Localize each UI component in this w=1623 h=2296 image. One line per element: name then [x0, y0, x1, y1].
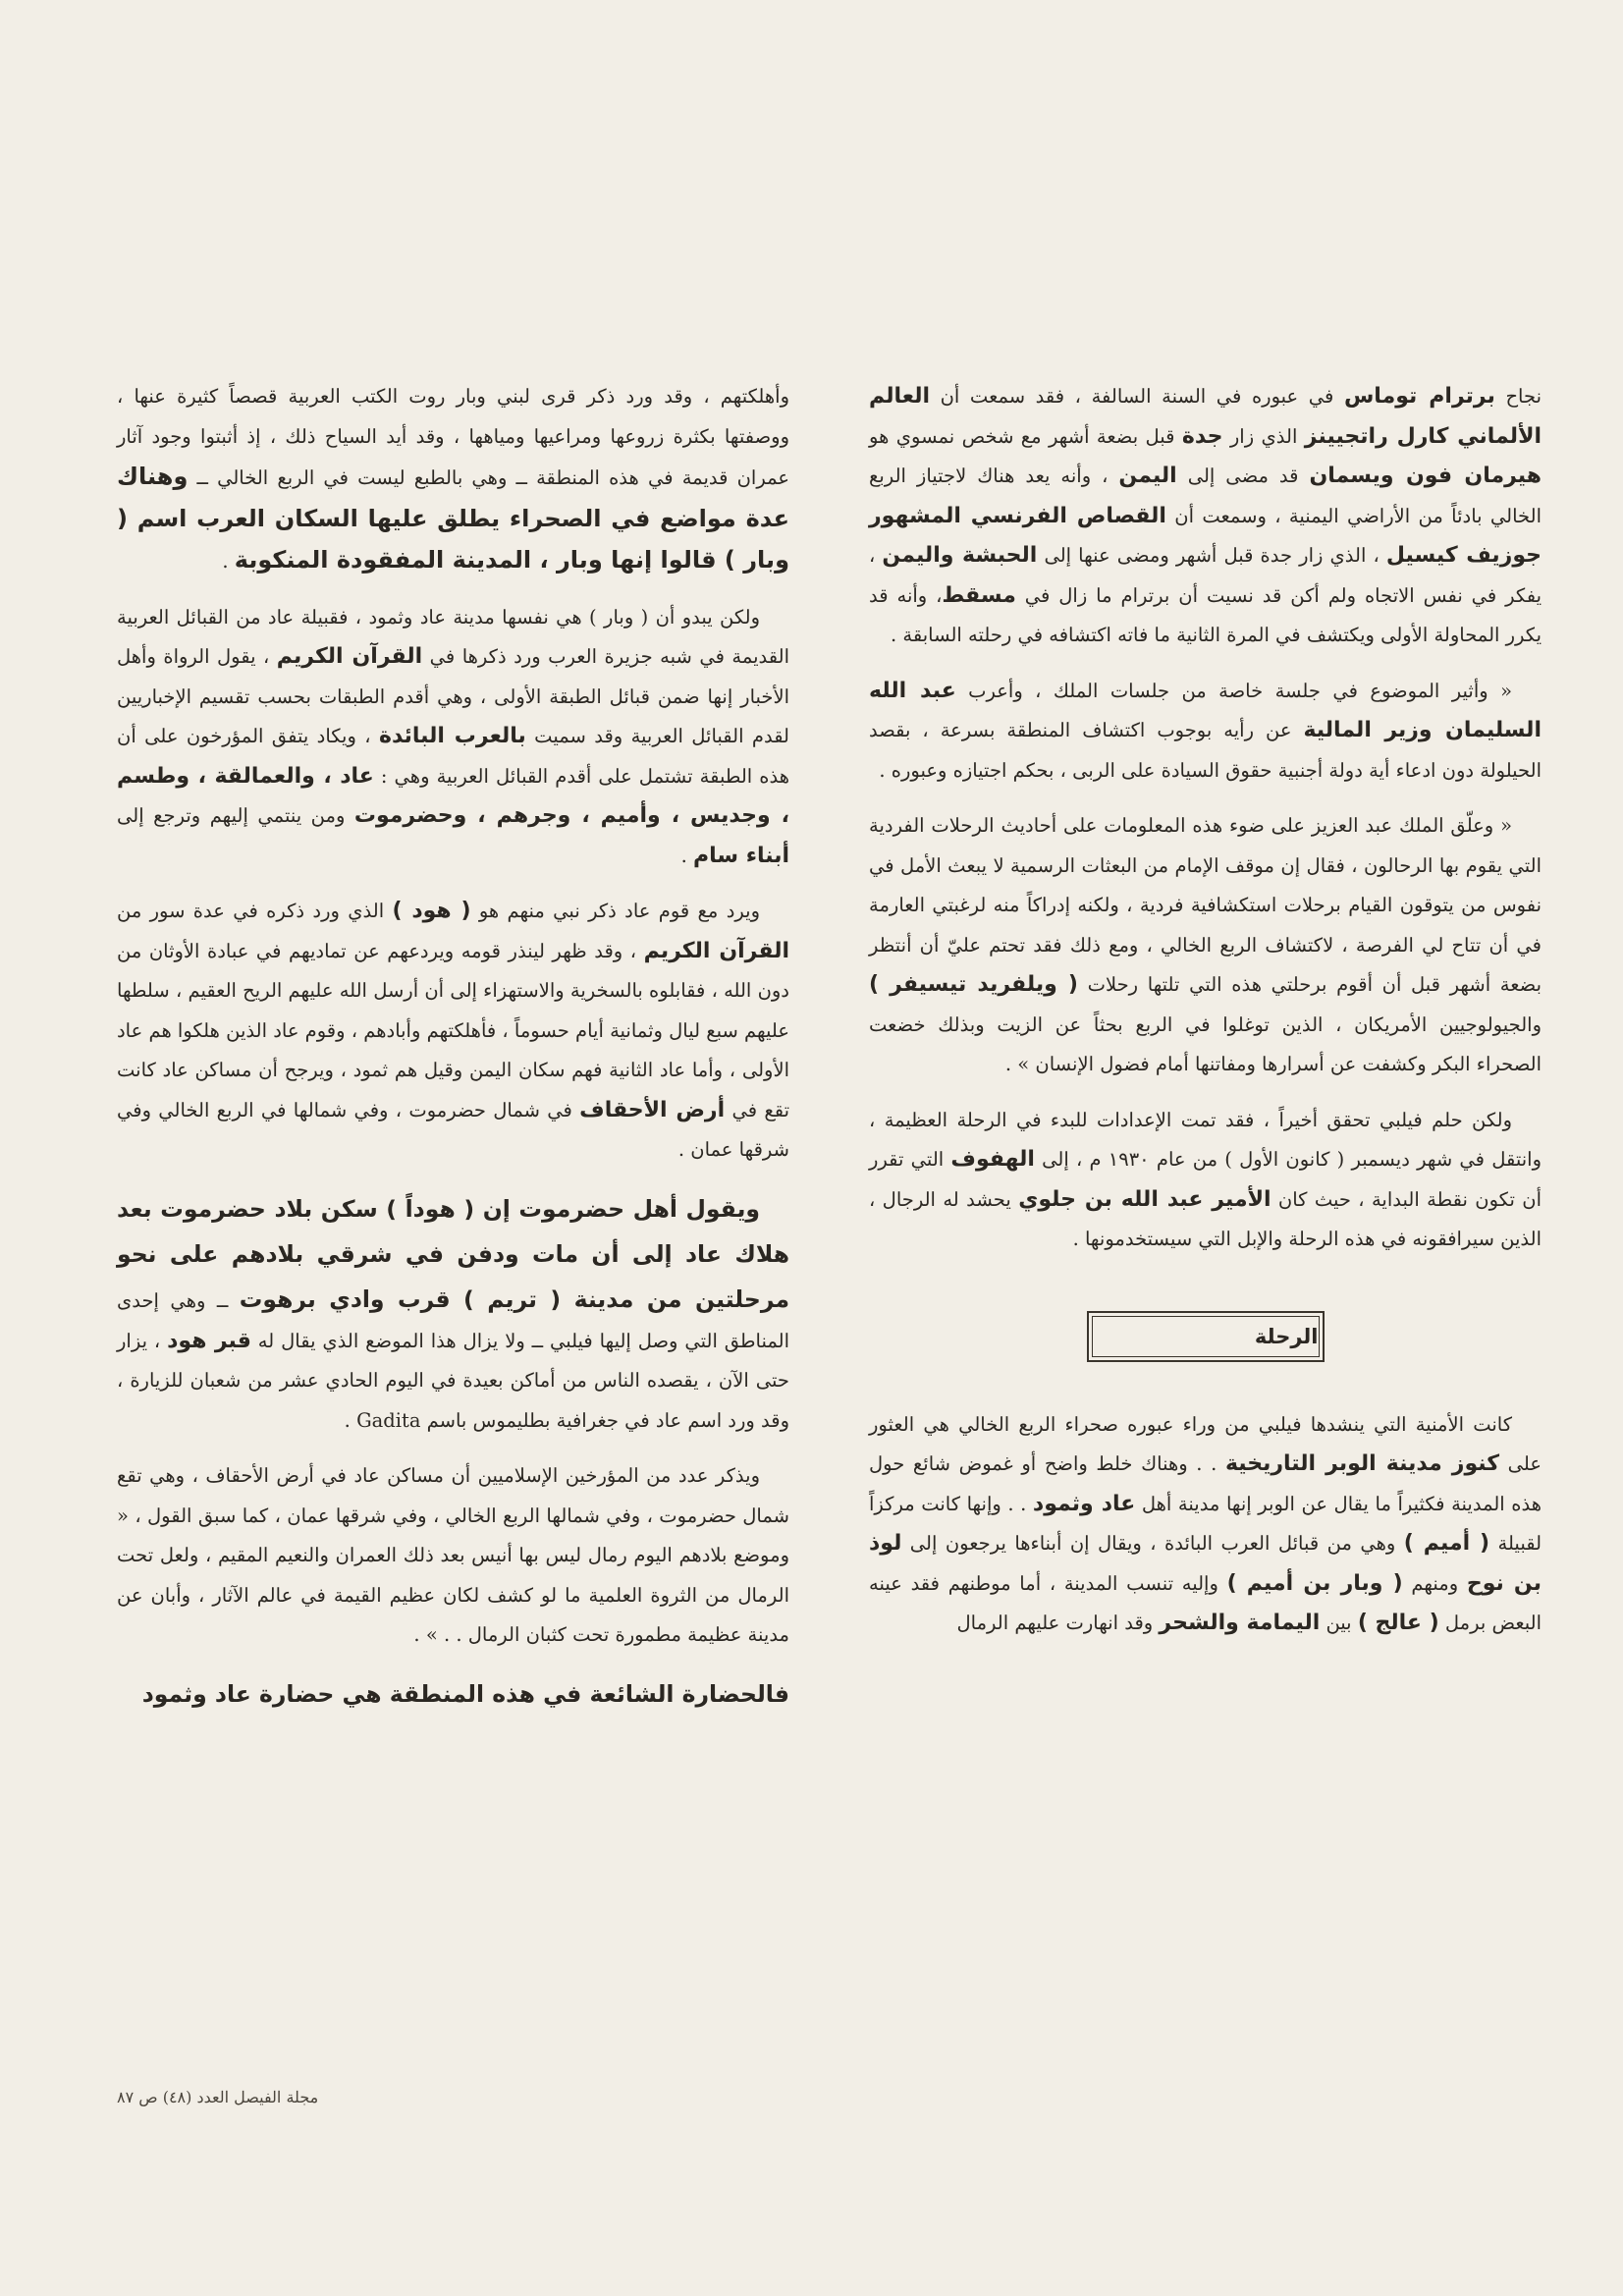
paragraph: « وأثير الموضوع في جلسة خاصة من جلسات الملك ، وأعرب عبد الله السليمان وزير المالية عن رأيه بوجوب اكتشاف المنطقة بسرعة ، بقصد الحيلولة دون ادعاء أية دولة أجنبية حقوق السيادة على الربى ، بحكم اجتيازه وعبوره .: [869, 678, 1542, 782]
paragraph: ويرد مع قوم عاد ذكر نبي منهم هو ( هود ) الذي ورد ذكره في عدة سور من القرآن الكريم ، وقد ظهر لينذر قومه ويردعهم عن تماديهم في عبادة الأوثان من دون الله ، فقابلوه بالسخرية والاستهزاء إلى أن أرسل الله عليهم الريح العقيم ، سلطها عليهم سبع ليال وثمانية أيام حسوماً ، فأهلكتهم وأبادهم ، وقوم عاد الذين هلكوا هم عاد الأولى ، وأما عاد الثانية فهم سكان اليمن وقيل هم ثمود ، ويرجح أن مساكن عاد كانت تقع في أرض الأحقاف في شمال حضرموت ، وفي شمالها في الربع الخالي وفي شرقها عمان .: [117, 899, 790, 1161]
paragraph: كانت الأمنية التي ينشدها فيلبي من وراء عبوره صحراء الربع الخالي هي العثور على كنوز مدينة الوبر التاريخية . . وهناك خلط واضح أو غموض شائع حول هذه المدينة فكثيراً ما يقال عن الوبر إنها مدينة أهل عاد وثمود . . وإنها كانت مركزاً لقبيلة ( أميم ) وهي من قبائل العرب البائدة ، ويقال إن أبناءها يرجعون إلى لوذ بن نوح ومنهم ( وبار بن أميم ) وإليه تنسب المدينة ، أما موطنهم فقد عينه البعض برمل ( عالج ) بين اليمامة والشحر وقد انهارت عليهم الرمال: [869, 1412, 1542, 1635]
paragraph: « وعلّق الملك عبد العزيز على ضوء هذه المعلومات على أحاديث الرحلات الفردية التي يقوم بها الرحالون ، فقال إن موقف الإمام من البعثات الرسمية لا يبعث الأمل في نفوس من يتوقون القيام برحلات استكشافية فردية ، ولكنه إدراكاً منه لرغبتي العارمة في أن تتاح لي الفرصة ، لاكتشاف الربع الخالي ، ومع ذلك فقد تحتم عليّ أن أنتظر بضعة أشهر قبل أن أقوم برحلتي هذه التي تلتها رحلات ( ويلفريد تيسيفر ) والجيولوجيين الأمريكان ، الذين توغلوا في الربع بحثاً عن الزيت وبذلك خضعت الصحراء البكر وكشفت عن أسرارها ومفاتنها أمام فضول الإنسان » .: [869, 814, 1542, 1075]
paragraph: ويذكر عدد من المؤرخين الإسلاميين أن مساكن عاد في أرض الأحقاف ، وهي تقع شمال حضرموت ، وفي شمالها الربع الخالي ، وفي شرقها عمان ، كما سبق القول ، « وموضع بلادهم اليوم رمال ليس بها أنيس بعد ذلك العمران والنعيم المقيم ، ولعل تحت الرمال من الثروة العلمية ما لو كشف لكان عظيم القيمة في عالم الآثار ، وأبان عن مدينة عظيمة مطمورة تحت كثبان الرمال . . » .: [117, 1464, 789, 1646]
left-column: [117, 377, 789, 1732]
bold-lead-text: فالحضارة الشائعة في هذه المنطقة هي حضارة عاد وثمود: [141, 1679, 789, 1708]
paragraph: وأهلكتهم ، وقد ورد ذكر قرى لبني وبار روت الكتب العربية قصصاً كثيرة عنها ، ووصفتها بكثرة زروعها ومراعيها ومياهها ، وقد أيد السياح ذلك ، إذ أثبتوا وجود آثار عمران قديمة في هذه المنطقة ــ وهي بالطبع ليست في الربع الخالي ــ وهناك عدة مواضع في الصحراء يطلق عليها السكان العرب اسم ( وبار ) قالوا إنها وبار ، المدينة المفقودة المنكوبة .: [117, 385, 789, 574]
paragraph: ويقول أهل حضرموت إن ( هوداً ) سكن بلاد حضرموت بعد هلاك عاد إلى أن مات ودفن في شرقي بلادهم على نحو مرحلتين من مدينة ( تريم ) قرب وادي برهوت ــ وهي إحدى المناطق التي وصل إليها فيلبي ــ ولا يزال هذا الموضع الذي يقال له قبر هود ، يزار حتى الآن ، يقصده الناس من أماكن بعيدة في اليوم الحادي عشر من شعبان للزيارة ، وقد ورد اسم عاد في جغرافية بطليموس باسم Gadita .: [117, 1194, 789, 1432]
paragraph: ولكن حلم فيلبي تحقق أخيراً ، فقد تمت الإعدادات للبدء في الرحلة العظيمة ، وانتقل في شهر ديسمبر ( كانون الأول ) من عام ١٩٣٠ م ، إلى الهفوف التي تقرر أن تكون نقطة البداية ، حيث كان الأمير عبد الله بن جلوي يحشد له الرجال ، الذين سيرافقونه في هذه الرحلة والإبل التي سيستخدمونها .: [869, 1108, 1542, 1250]
section-heading: الرحلة: [1092, 1316, 1320, 1357]
right-column: [869, 377, 1542, 1660]
page-footer: مجلة الفيصل العدد (٤٨) ص ٨٧: [117, 2088, 319, 2106]
bold-lead-text: ويقول أهل حضرموت إن ( هوداً ) سكن بلاد حضرموت بعد هلاك عاد إلى أن مات ودفن في شرقي بلادهم على نحو مرحلتين من مدينة ( تريم ) قرب وادي برهوت: [117, 1194, 789, 1313]
paragraph: ولكن يبدو أن ( وبار ) هي نفسها مدينة عاد وثمود ، فقبيلة عاد من القبائل العربية القديمة في شبه جزيرة العرب ورد ذكرها في القرآن الكريم ، يقول الرواة وأهل الأخبار إنها ضمن قبائل الطبقة الأولى ، وهي أقدم الطبقات بحسب تقسيم الإخباريين لقدم القبائل العربية وقد سميت بالعرب البائدة ، ويكاد يتفق المؤرخون على أن هذه الطبقة تشتمل على أقدم القبائل العربية وهي : عاد ، والعمالقة ، وطسم ، وجديس ، وأميم ، وجرهم ، وحضرموت ومن ينتمي إليهم وترجع إلى أبناء سام .: [117, 605, 790, 868]
paragraph: نجاح برترام توماس في عبوره في السنة السالفة ، فقد سمعت أن العالم الألماني كارل راتجيينز الذي زار جدة قبل بضعة أشهر مع شخص نمسوي هو هيرمان فون ويسمان قد مضى إلى اليمن ، وأنه يعد هناك لاجتياز الربع الخالي بادئاً من الأراضي اليمنية ، وسمعت أن القصاص الفرنسي المشهور جوزيف كيسيل ، الذي زار جدة قبل أشهر ومضى عنها إلى الحبشة واليمن ، يفكر في نفس الاتجاه ولم أكن قد نسيت أن برترام ما زال في مسقط، وأنه قد يكرر المحاولة الأولى ويكتشف في المرة الثانية ما فاته اكتشافه في رحلته السابقة .: [869, 384, 1542, 646]
paragraph: [117, 1671, 789, 1717]
section-heading-box: [1087, 1311, 1325, 1362]
